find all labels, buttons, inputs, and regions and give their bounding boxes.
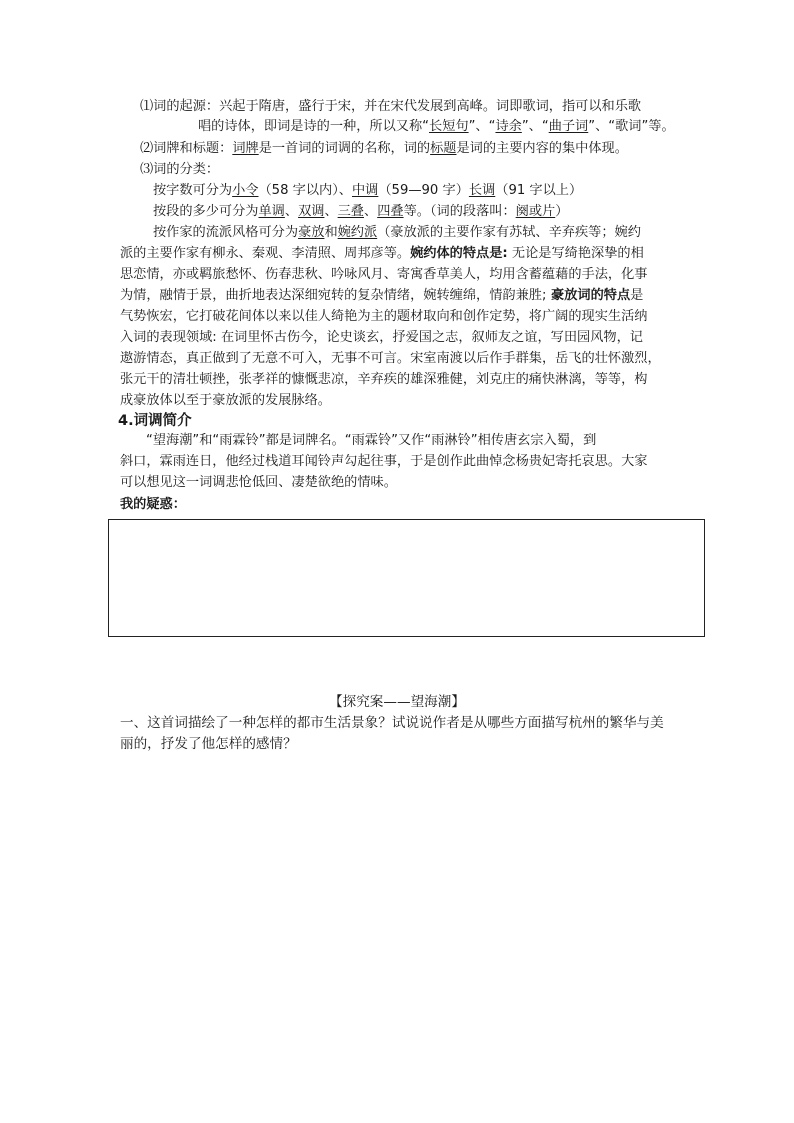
origin-text: ⑴词的起源：兴起于隋唐，盛行于宋，并在宋代发展到高峰。词即歌词，指可以和乐歌 (140, 99, 642, 114)
style-para-line-3 (120, 265, 648, 285)
text: （91 字以上） (495, 183, 583, 198)
style-para-line-8 (120, 370, 648, 390)
term-shiyu: 诗余 (495, 119, 522, 134)
term-biaoti: 标题 (430, 141, 457, 156)
doubts-answer-box[interactable] (108, 519, 705, 637)
text: 气势恢宏，它打破花间体以来以佳人绮艳为主的题材取向和创作定势，将广阔的现实生活纳 (120, 309, 648, 324)
style-para-line-2 (120, 244, 644, 264)
wanyue-feature-label: 婉约体的特点是: (410, 246, 508, 261)
punct: 、 (364, 204, 378, 219)
tune-para-line-2 (120, 452, 648, 472)
text: 思恋情，亦或羁旅愁怀、伤春悲秋、吟咏风月、寄寓香草美人，均用含蓄蕴藉的手法，化事 (120, 267, 648, 282)
tune-para-line-1 (146, 431, 596, 451)
classification-label: ⑶词的分类： (140, 162, 220, 177)
punct: ”、“ (521, 119, 549, 134)
text: 无论是写绮艳深挚的相 (507, 246, 644, 261)
punct: ） (555, 204, 569, 219)
term-sandie: 三叠 (337, 204, 364, 219)
style-para-line-4 (120, 286, 643, 306)
cipai-label: ⑵词牌和标题： (140, 141, 233, 156)
origin-text-cont: 唱的诗体，即词是诗的一种，所以又称“ (198, 119, 430, 134)
origin-tail: ”、“歌词”等。 (588, 119, 675, 134)
style-para-line-9 (120, 391, 331, 411)
origin-line-1 (140, 97, 641, 117)
text: （豪放派的主要作家有苏轼、辛弃疾等；婉约 (377, 225, 641, 240)
punct: ”、“ (468, 119, 496, 134)
classification-title (140, 160, 219, 180)
term-cipai: 词牌 (232, 141, 259, 156)
question-text: 丽的，抒发了他怎样的感情？ (120, 736, 297, 752)
text: 按段的多少可分为 (153, 204, 259, 219)
style-para-line-6 (120, 328, 643, 348)
tune-para-line-3 (120, 473, 397, 493)
haofang-feature-label: 豪放词的特点 (546, 288, 631, 303)
term-sidie: 四叠 (377, 204, 404, 219)
style-para-line-7 (120, 349, 661, 369)
term-xiaoling: 小令 (232, 183, 259, 198)
by-style-line (153, 223, 641, 243)
by-word-count-line (153, 181, 582, 201)
term-dandiao: 单调 (258, 204, 285, 219)
term-haofang: 豪放 (298, 225, 325, 240)
text: 入词的表现领域: 在词里怀古伤今，论史谈玄，抒爱国之志，叙师友之谊，写田园风物，记 (120, 330, 643, 345)
by-section-line (153, 202, 568, 222)
text: 遨游情态，真正做到了无意不可入，无事不可言。宋室南渡以后作手群集，岳飞的壮怀激烈， (120, 351, 661, 366)
text: 为情，融情于景，曲折地表达深细宛转的复杂情绪，婉转缠绵，情韵兼胜; (120, 288, 547, 303)
text: 按作家的流派风格可分为 (153, 225, 299, 240)
style-para-line-5 (120, 307, 648, 327)
text: 派的主要作家有柳永、秦观、李清照、周邦彦等。 (120, 246, 411, 261)
text: 和 (324, 225, 338, 240)
term-changdiao: 长调 (468, 183, 496, 198)
text: 是 (630, 288, 644, 303)
text: 按字数可分为 (153, 183, 233, 198)
punct: 、 (284, 204, 299, 219)
text: （59—90 字） (378, 183, 469, 198)
term-que-pian: 阕或片 (515, 204, 556, 219)
question-1-line-1 (120, 713, 664, 733)
explore-title: 【探究案——望海潮】 (329, 694, 465, 710)
term-shuangdiao: 双调 (298, 204, 325, 219)
term-wanyuepai: 婉约派 (337, 225, 378, 240)
origin-line-2 (198, 117, 675, 137)
section-heading-ci-tune: 4.词调简介 (118, 413, 192, 429)
term-changduanju: 长短句 (429, 119, 469, 134)
text: 等。（词的段落叫： (403, 204, 516, 219)
text: “望海潮”和“雨霖铃”都是词牌名。“雨霖铃”又作“雨淋铃”相传唐玄宗入蜀，到 (146, 433, 597, 448)
question-1-line-2 (120, 734, 297, 754)
text: 斜口，霖雨连日，他经过栈道耳闻铃声勾起往事，于是创作此曲悼念杨贵妃寄托哀思。大家 (120, 454, 648, 469)
cipai-text: 是一首词的词调的名称，词的 (258, 141, 431, 156)
text: 可以想见这一词调悲怆低回、凄楚欲绝的情味。 (120, 475, 397, 490)
text: 成豪放体以至于豪放派的发展脉络。 (120, 393, 331, 408)
term-zhongdiao: 中调 (352, 183, 379, 198)
term-quzici: 曲子词 (548, 119, 589, 134)
cipai-text-tail: 是词的主要内容的集中体现。 (456, 141, 628, 156)
cipai-line (140, 139, 628, 159)
text: （58 字以内）、 (258, 183, 352, 198)
doubts-label: 我的疑惑： (120, 497, 186, 512)
punct: 、 (324, 204, 338, 219)
text: 张元干的清壮顿挫，张孝祥的慷慨悲凉，辛弃疾的雄深雅健，刘克庄的痛快淋漓，等等，构 (120, 372, 648, 387)
question-text: 一、这首词描绘了一种怎样的都市生活景象？试说说作者是从哪些方面描写杭州的繁华与美 (120, 715, 664, 731)
